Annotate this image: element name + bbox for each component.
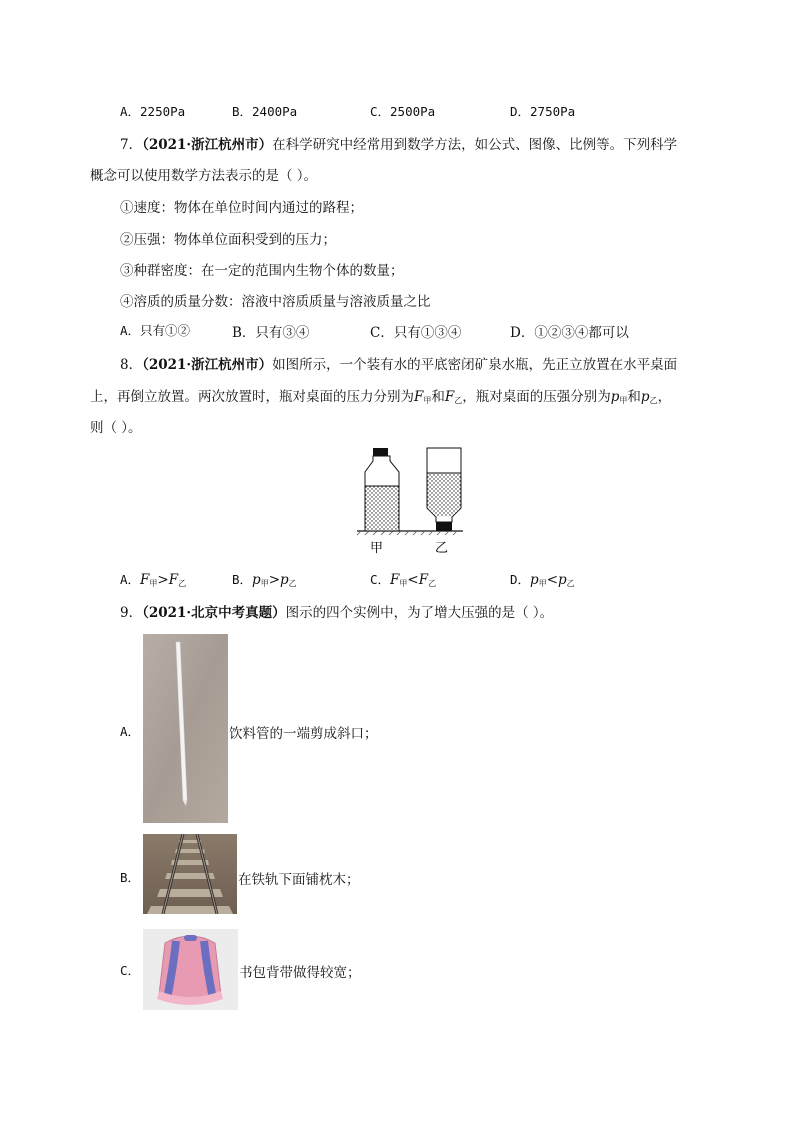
q6-option-a: A．2250Pa: [120, 104, 186, 119]
q7-item-3: ③种群密度：在一定的范围内生物个体的数量；: [120, 263, 404, 279]
q7-stem-line1: [120, 133, 677, 153]
q8-number: 8．: [120, 357, 143, 373]
backpack-photo-icon: [143, 929, 238, 1010]
q7-number: 7．: [120, 137, 143, 153]
q8-stem-line3: 则（ ）。: [90, 420, 142, 436]
q8-stem1: 如图所示，一个装有水的平底密闭矿泉水瓶，先正立放置在水平桌面: [272, 357, 678, 373]
q7-option-c: C．只有①③④: [370, 325, 462, 341]
q7-item-4: ④溶质的质量分数：溶液中溶质质量与溶液质量之比: [120, 294, 431, 310]
q9-option-a-text: 饮料管的一端剪成斜口；: [229, 726, 378, 742]
q8-option-d: D．$p_甲<p_乙$: [510, 572, 575, 588]
q8-source: （2021·浙江杭州市）: [142, 357, 273, 373]
bottle-diagram: [355, 444, 465, 559]
q7-option-d: D．①②③④都可以: [510, 325, 629, 341]
q7-stem-line2: 概念可以使用数学方法表示的是（ ）。: [90, 168, 318, 184]
q9-option-b-text: 在铁轨下面铺枕木；: [238, 872, 360, 888]
q9-option-c-letter: C．: [120, 963, 141, 978]
q6-option-d: D．2750Pa: [510, 104, 576, 119]
q7-option-b: B．只有③④: [232, 325, 310, 341]
q9-option-b-letter: B．: [120, 870, 141, 885]
q8-option-b: B．$p_甲>p_乙$: [232, 572, 297, 588]
label-jia: 甲: [370, 541, 384, 556]
q9-stem: 9．（2021·北京中考真题）图示的四个实例中，为了增大压强的是（ ）。: [120, 605, 554, 621]
inverted-bottle: [427, 448, 461, 531]
q7-item-2: ②压强：物体单位面积受到的压力；: [120, 232, 336, 248]
q7-option-a: A．只有①②: [120, 323, 191, 338]
q6-option-b: B．2400Pa: [232, 104, 298, 119]
q7-source: （2021·浙江杭州市）: [142, 137, 273, 153]
upright-bottle: [365, 448, 399, 531]
q6-option-c: C．2500Pa: [370, 104, 436, 119]
straw-photo-icon: [143, 634, 228, 823]
label-yi: 乙: [435, 541, 449, 556]
q8-stem-line2: 上，再倒立放置。两次放置时，瓶对桌面的压力分别为$F_甲$和$F_乙$，瓶对桌面的压强分别为$p_甲$和$p_乙$，: [90, 389, 672, 405]
q8-stem-line1: [120, 353, 677, 373]
q9-source: （2021·北京中考真题）: [142, 605, 286, 621]
q8-option-a: A．$F_甲>F_乙$: [120, 572, 187, 588]
q8-option-c: C．$F_甲<F_乙$: [370, 572, 437, 588]
railway-photo-icon: [143, 834, 237, 914]
q9-option-a-letter: A．: [120, 724, 141, 739]
q9-number: 9．: [120, 605, 143, 621]
q9-option-c-text: 书包背带做得较宽；: [239, 965, 361, 981]
q7-stem1: 在科学研究中经常用到数学方法，如公式、图像、比例等。下列科学: [272, 137, 678, 153]
q7-item-1: ①速度：物体在单位时间内通过的路程；: [120, 200, 363, 216]
